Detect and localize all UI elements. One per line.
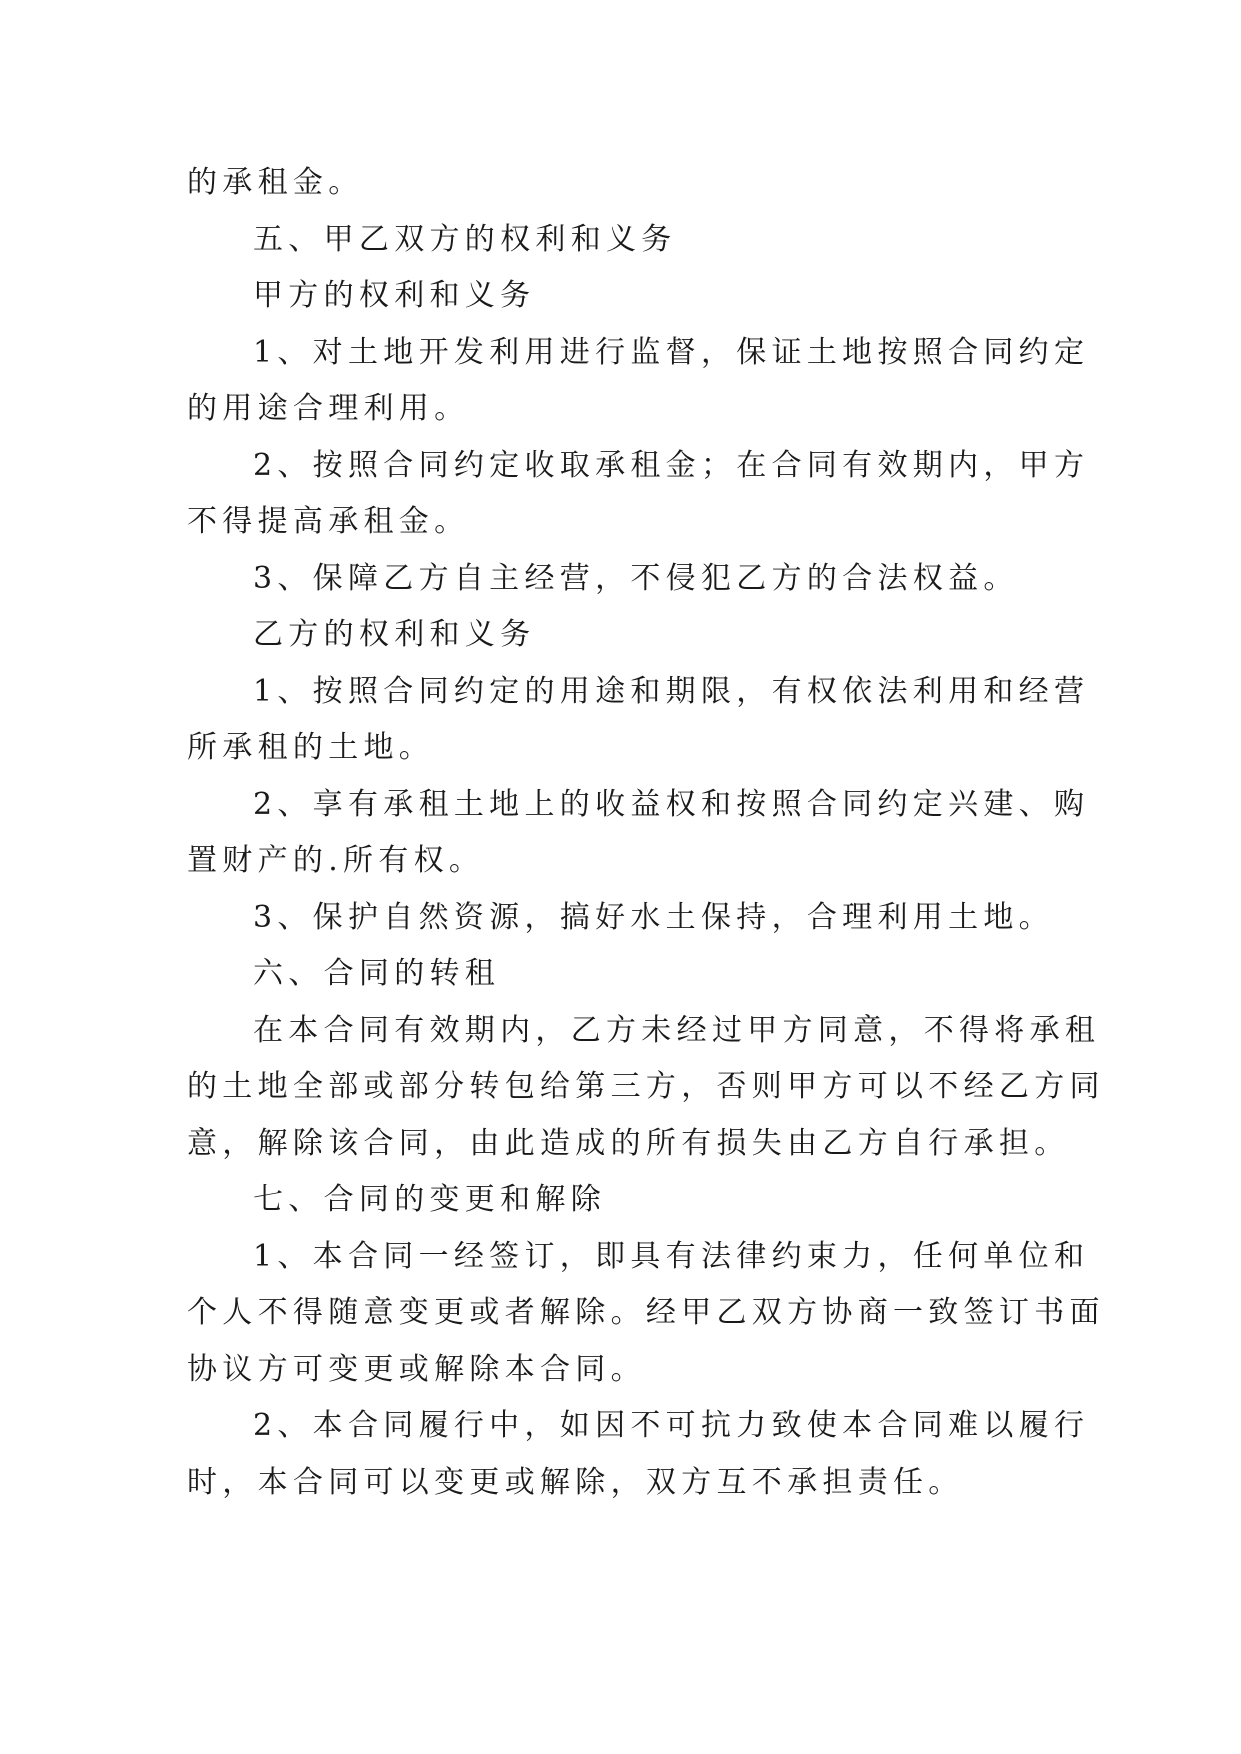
text-line: 在本合同有效期内，乙方未经过甲方同意，不得将承租 (253, 1012, 1101, 1048)
section-heading: 七、合同的变更和解除 (253, 1182, 606, 1217)
text-line: 1、本合同一经签订，即具有法律约束力，任何单位和 (253, 1238, 1090, 1274)
text-line: 3、保障乙方自主经营，不侵犯乙方的合法权益。 (253, 560, 1019, 596)
section-heading: 五、甲乙双方的权利和义务 (253, 221, 677, 257)
text-line: 个人不得随意变更或者解除。经甲乙双方协商一致签订书面 (187, 1295, 1105, 1330)
text-line: 的土地全部或部分转包给第三方，否则甲方可以不经乙方同 (187, 1069, 1105, 1104)
text-line: 1、按照合同约定的用途和期限，有权依法利用和经营 (253, 673, 1090, 709)
text-line: 的用途合理利用。 (187, 391, 470, 426)
text-line: 2、本合同履行中，如因不可抗力致使本合同难以履行 (253, 1408, 1090, 1443)
text-line: 所承租的土地。 (187, 730, 435, 765)
text-line: 置财产的.所有权。 (187, 843, 485, 878)
document-body (187, 155, 1105, 1511)
text-line: 1、对土地开发利用进行监督，保证土地按照合同约定 (253, 334, 1090, 370)
subsection-heading: 乙方的权利和义务 (253, 617, 536, 652)
text-line: 协议方可变更或解除本合同。 (187, 1351, 646, 1387)
text-line: 意，解除该合同，由此造成的所有损失由乙方自行承担。 (187, 1125, 1070, 1161)
subsection-heading: 甲方的权利和义务 (253, 278, 536, 313)
section-heading: 六、合同的转租 (253, 956, 501, 991)
text-line: 的承租金。 (187, 165, 364, 200)
text-line: 2、享有承租土地上的收益权和按照合同约定兴建、购 (253, 786, 1090, 822)
text-line: 不得提高承租金。 (187, 504, 470, 539)
text-line: 时，本合同可以变更或解除，双方互不承担责任。 (187, 1464, 964, 1500)
text-line: 3、保护自然资源，搞好水土保持，合理利用土地。 (253, 899, 1054, 935)
text-line: 2、按照合同约定收取承租金；在合同有效期内，甲方 (253, 447, 1090, 483)
